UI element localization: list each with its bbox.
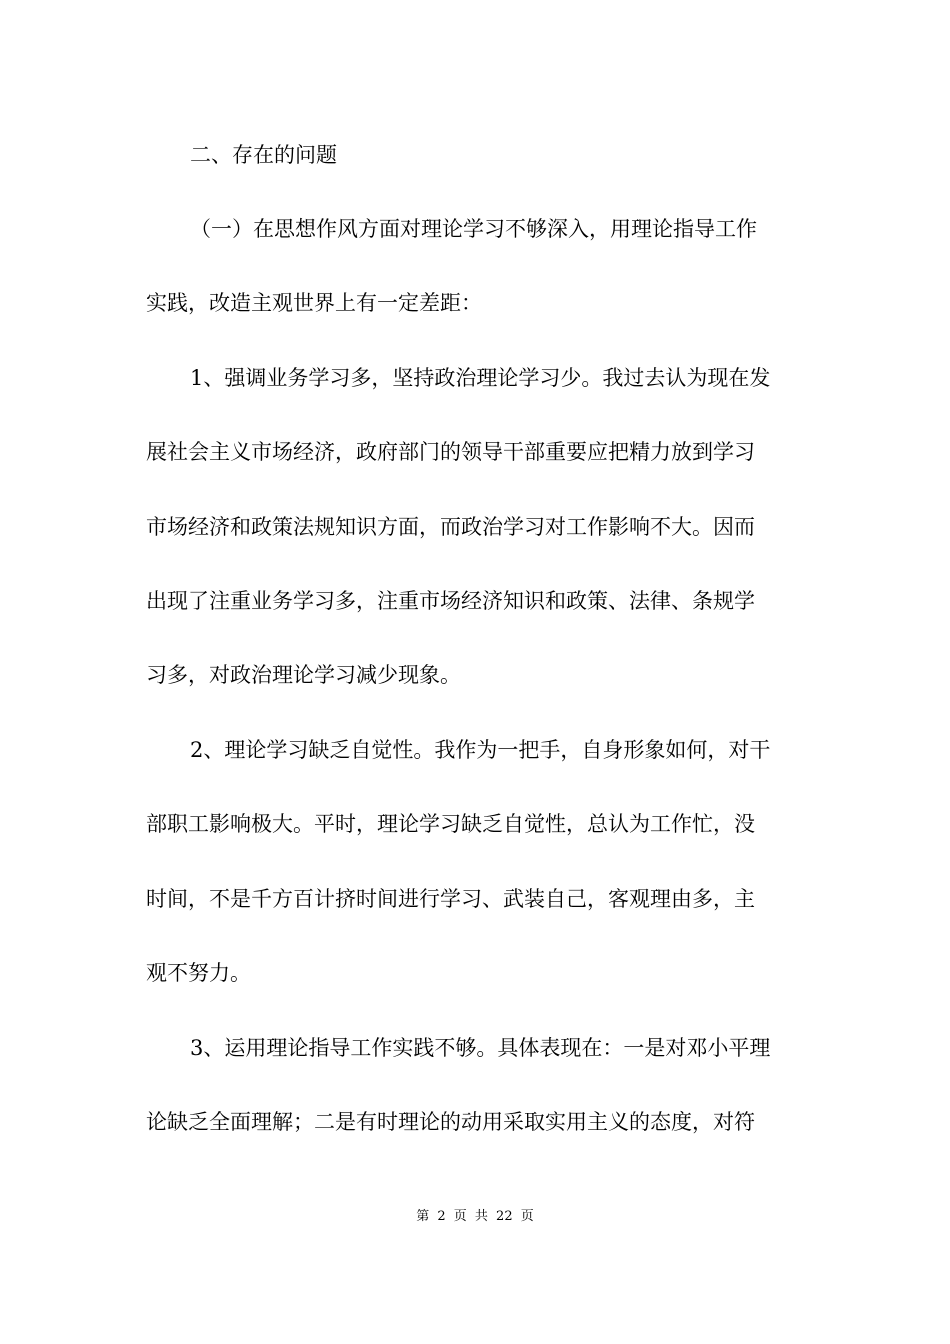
- paragraph-line: 展社会主义市场经济，政府部门的领导干部重要应把精力放到学习: [146, 440, 755, 464]
- paragraph-line: 实践，改造主观世界上有一定差距：: [146, 291, 482, 315]
- paragraph-line: 出现了注重业务学习多，注重市场经济知识和政策、法律、条规学: [146, 589, 755, 613]
- paragraph-line: 2、理论学习缺乏自觉性。我作为一把手，自身形象如何，对干: [190, 738, 771, 762]
- paragraph-line: 部职工影响极大。平时，理论学习缺乏自觉性，总认为工作忙，没: [146, 812, 755, 836]
- paragraph-line: 1、强调业务学习多，坚持政治理论学习少。我过去认为现在发: [190, 366, 771, 390]
- paragraph-line: 时间，不是千方百计挤时间进行学习、武装自己，客观理由多，主: [146, 887, 755, 911]
- paragraph-line: 观不努力。: [146, 961, 251, 985]
- section-heading: 二、存在的问题: [190, 143, 337, 167]
- paragraph-line: 3、运用理论指导工作实践不够。具体表现在：一是对邓小平理: [190, 1036, 771, 1060]
- page-number-footer: 第 2 页 共 22 页: [416, 1209, 534, 1224]
- paragraph-line: 论缺乏全面理解；二是有时理论的动用采取实用主义的态度，对符: [146, 1110, 755, 1134]
- paragraph-line: （一）在思想作风方面对理论学习不够深入，用理论指导工作: [190, 217, 757, 241]
- paragraph-line: 习多，对政治理论学习减少现象。: [146, 663, 461, 687]
- paragraph-line: 市场经济和政策法规知识方面，而政治学习对工作影响不大。因而: [146, 515, 755, 539]
